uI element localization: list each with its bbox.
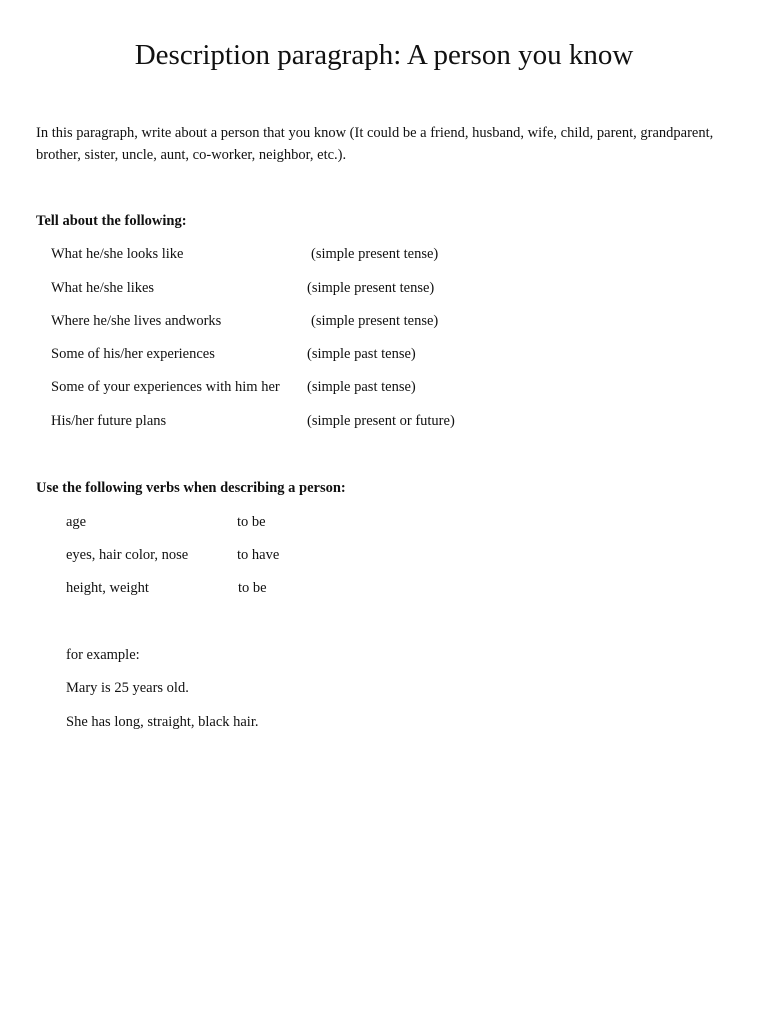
example-sentence: She has long, straight, black hair.: [66, 714, 259, 730]
task-tense: (simple present tense): [307, 280, 435, 296]
page-title: Description paragraph: A person you know: [134, 39, 634, 71]
example-intro: for example:: [66, 647, 140, 663]
task-label: Some of his/her experiences: [51, 346, 215, 362]
task-tense: (simple past tense): [307, 379, 416, 395]
tasks-heading: Tell about the following:: [36, 213, 187, 229]
verb-topic: eyes, hair color, nose: [66, 547, 189, 563]
verb-value: to be: [238, 580, 267, 596]
task-label: What he/she likes: [51, 280, 155, 296]
task-label: Where he/she lives andworks: [51, 313, 222, 329]
task-label: His/her future plans: [51, 413, 167, 429]
verb-topic: age: [66, 514, 87, 530]
task-tense: (simple present or future): [307, 413, 455, 429]
verbs-heading: Use the following verbs when describing a person:: [36, 480, 346, 496]
task-tense: (simple past tense): [307, 346, 416, 362]
verb-value: to have: [237, 547, 280, 563]
intro-paragraph: In this paragraph, write about a person that you know (It could be a friend, husband, wife, child, parent, grandparent, brother, sister, uncle, aunt, co-worker, neighbor, etc.).: [36, 125, 714, 163]
task-label: What he/she looks like: [51, 246, 184, 262]
verb-value: to be: [237, 514, 266, 530]
task-tense: (simple present tense): [311, 246, 439, 262]
task-label: Some of your experiences with him her: [51, 379, 280, 395]
task-tense: (simple present tense): [311, 313, 439, 329]
verb-topic: height, weight: [66, 580, 149, 596]
example-sentence: Mary is 25 years old.: [66, 680, 189, 696]
